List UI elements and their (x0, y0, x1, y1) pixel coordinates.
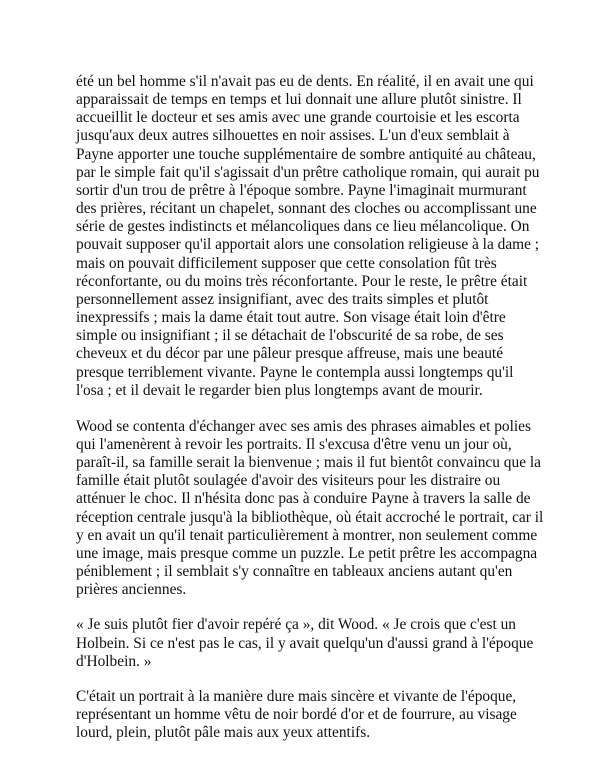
text-line: prières anciennes. (76, 581, 187, 599)
text-line: personnellement assez insignifiant, avec des traits simples et plutôt (76, 290, 489, 308)
text-line: des prières, récitant un chapelet, sonnant des cloches ou accomplissant une (76, 200, 537, 218)
text-line: paraît-il, sa famille serait la bienvenue ; mais il fut bientôt convaincu que la (76, 454, 541, 472)
paragraph-3 (76, 616, 546, 670)
paragraph-1 (76, 73, 546, 400)
text-line: jusqu'aux deux autres silhouettes en noir assises. L'un d'eux semblait à (76, 127, 510, 145)
text-line: péniblement ; il semblait s'y connaître en tableaux anciens autant qu'en (76, 563, 513, 581)
text-line: atténuer le choc. Il n'hésita donc pas à conduire Payne à travers la salle de (76, 490, 531, 508)
text-line: l'osa ; et il devait le regarder bien plus longtemps avant de mourir. (76, 381, 483, 399)
text-line: accueillit le docteur et ses amis avec une grande courtoisie et les escorta (76, 109, 520, 127)
text-line: famille était plutôt soulagée d'avoir des visiteurs pour les distraire ou (76, 472, 501, 490)
text-line: une image, mais presque comme un puzzle. Le petit prêtre les accompagna (76, 544, 538, 562)
text-line: d'Holbein. » (76, 652, 152, 670)
text-line: qui l'amenèrent à revoir les portraits. Il s'excusa d'être venu un jour où, (76, 435, 512, 453)
text-line: presque terriblement vivante. Payne le contempla aussi longtemps qu'il (76, 363, 514, 381)
text-line: Holbein. Si ce n'est pas le cas, il y avait quelqu'un d'aussi grand à l'époque (76, 634, 534, 652)
text-line: par le simple fait qu'il s'agissait d'un prêtre catholique romain, qui aurait pu (76, 163, 540, 181)
text-line: y en avait un qu'il tenait particulièrement à montrer, non seulement comme (76, 526, 538, 544)
text-line: C'était un portrait à la manière dure mais sincère et vivante de l'époque, (76, 687, 517, 705)
text-line: apparaissait de temps en temps et lui donnait une allure plutôt sinistre. Il (76, 91, 522, 109)
text-line: lourd, plein, plutôt pâle mais aux yeux attentifs. (76, 724, 371, 742)
text-line: série de gestes indistincts et mélancoliques dans ce lieu mélancolique. On (76, 218, 530, 236)
text-line: sortir d'un trou de prêtre à l'époque sombre. Payne l'imaginait murmurant (76, 181, 527, 199)
text-line: été un bel homme s'il n'avait pas eu de dents. En réalité, il en avait une qui (76, 73, 534, 90)
text-line: Payne apporter une touche supplémentaire de sombre antiquité au château, (76, 145, 536, 163)
text-line: simple ou insignifiant ; il se détachait de l'obscurité de sa robe, de ses (76, 327, 504, 345)
text-line: « Je suis plutôt fier d'avoir repéré ça », dit Wood. « Je crois que c'est un (76, 616, 516, 634)
text-line: réconfortante, ou du moins très réconfortante. Pour le reste, le prêtre était (76, 272, 528, 290)
text-line: mais on pouvait difficilement supposer que cette consolation fût très (76, 254, 497, 272)
text-line: Wood se contenta d'échanger avec ses amis des phrases aimables et polies (76, 417, 531, 435)
text-line: réception centrale jusqu'à la bibliothèque, où était accroché le portrait, car il (76, 508, 544, 526)
text-line: cheveux et du décor par une pâleur presque affreuse, mais une beauté (76, 345, 504, 363)
text-line: pouvait supposer qu'il apportait alors une consolation religieuse à la dame ; (76, 236, 540, 254)
body-text (76, 73, 546, 742)
text-line: représentant un homme vêtu de noir bordé d'or et de fourrure, au visage (76, 706, 517, 723)
text-line: inexpressifs ; mais la dame était tout autre. Son visage était loin d'être (76, 309, 506, 327)
paragraph-4 (76, 688, 546, 742)
paragraph-2 (76, 418, 546, 600)
